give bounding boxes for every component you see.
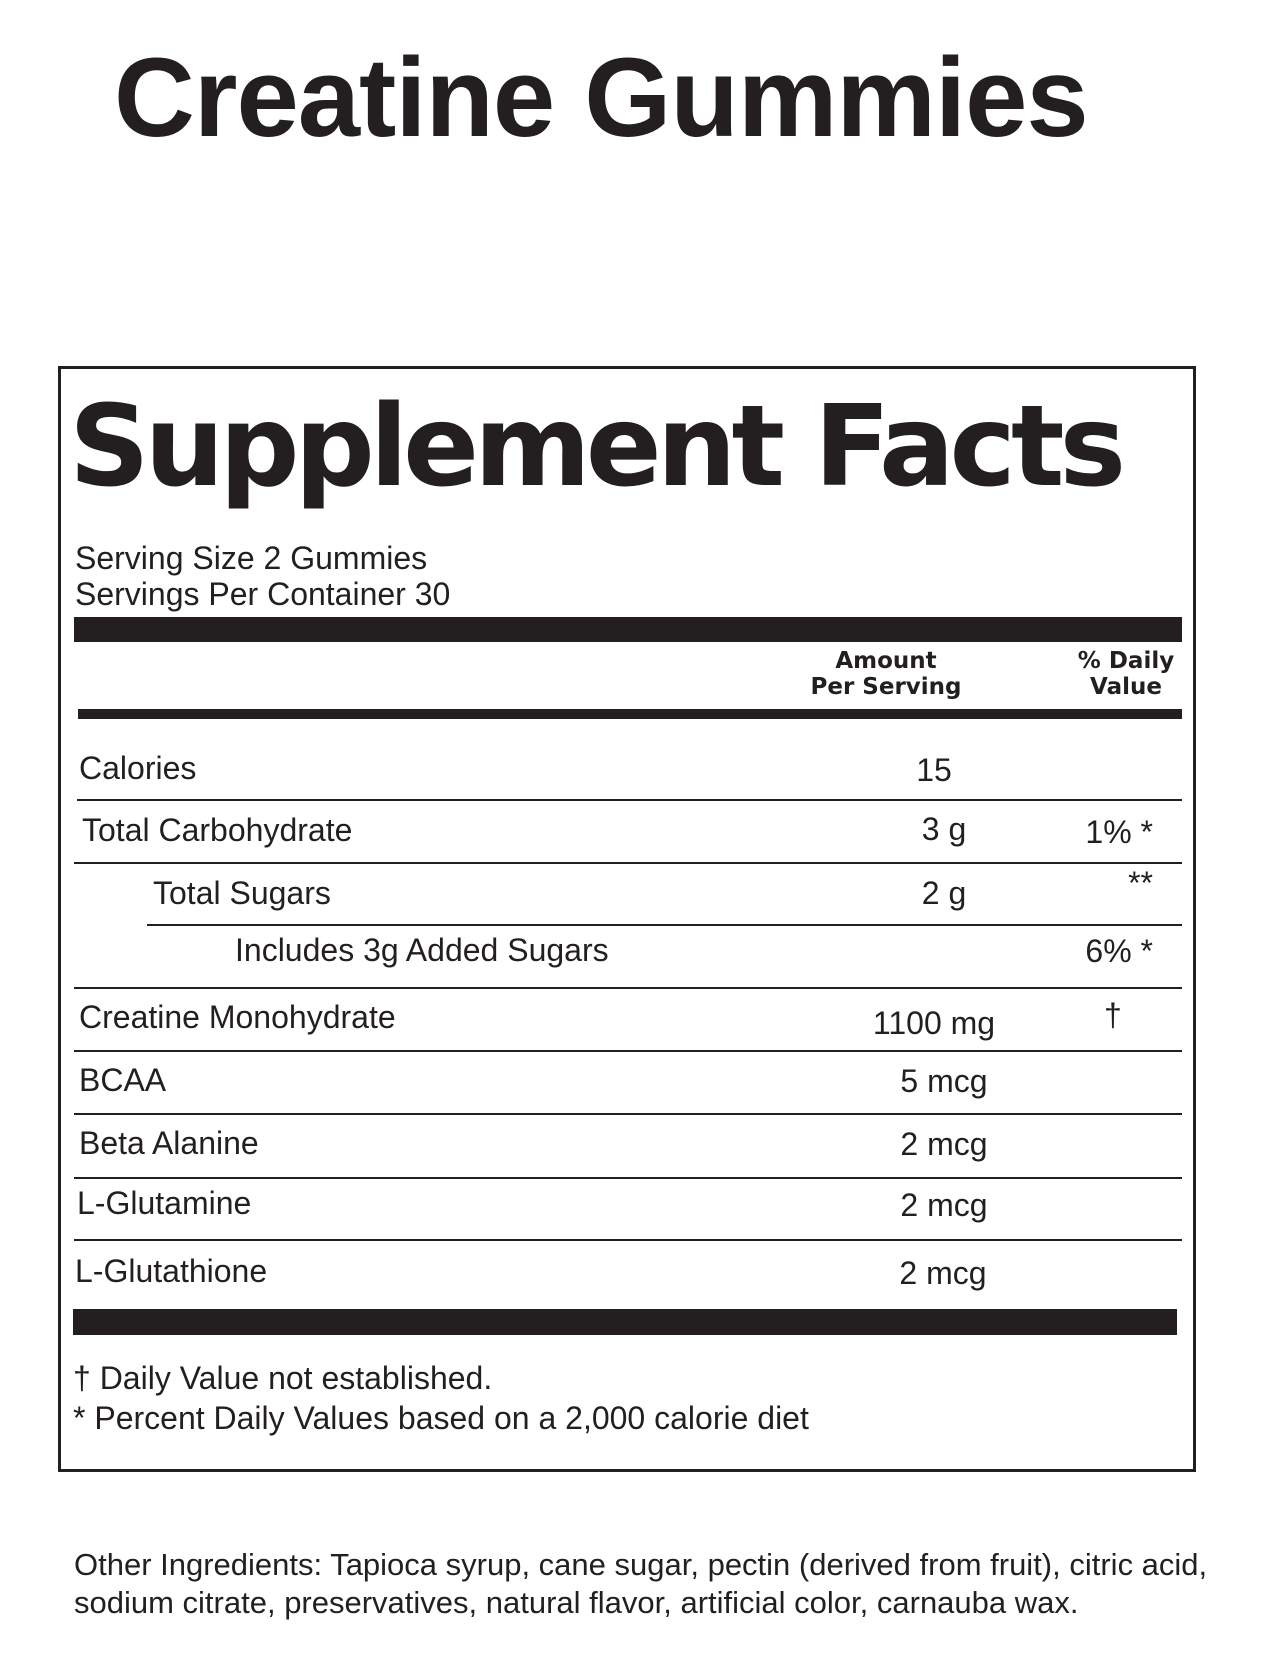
serving-size: Serving Size 2 Gummies xyxy=(75,540,428,576)
nutrient-dv-creatine-monohydrate: † xyxy=(1104,997,1122,1033)
nutrient-amount-total-carbohydrate: 3 g xyxy=(921,811,967,847)
daily-value-header-line2: Value xyxy=(1090,674,1162,700)
nutrient-name-l-glutamine: L-Glutamine xyxy=(77,1185,252,1221)
supplement-facts-heading: Supplement Facts xyxy=(69,382,1122,512)
row-divider xyxy=(74,1113,1182,1115)
footnote-dagger: † Daily Value not established. xyxy=(73,1360,493,1396)
nutrient-name-total-carbohydrate: Total Carbohydrate xyxy=(82,812,353,848)
supplement-facts-panel xyxy=(58,366,1196,1472)
row-divider xyxy=(147,924,1182,926)
amount-per-serving-header xyxy=(781,648,991,700)
servings-per-container: Servings Per Container 30 xyxy=(75,576,451,612)
nutrient-amount-l-glutamine: 2 mcg xyxy=(900,1187,988,1223)
nutrient-name-bcaa: BCAA xyxy=(79,1062,167,1098)
daily-value-header-line1: % Daily xyxy=(1077,648,1175,674)
nutrient-amount-beta-alanine: 2 mcg xyxy=(900,1126,988,1162)
nutrient-name-l-glutathione: L-Glutathione xyxy=(75,1253,268,1289)
nutrient-dv-total-carbohydrate: 1% * xyxy=(1085,814,1153,850)
row-divider xyxy=(74,987,1182,989)
nutrient-name-creatine-monohydrate: Creatine Monohydrate xyxy=(79,999,396,1035)
nutrient-name-added-sugars: Includes 3g Added Sugars xyxy=(235,932,609,968)
other-ingredients: Other Ingredients: Tapioca syrup, cane sugar, pectin (derived from fruit), citric acid, sodium citrate, preservatives, natural flavor, artificial color, carnauba wax. xyxy=(74,1547,1208,1620)
nutrient-name-calories: Calories xyxy=(79,750,197,786)
medium-divider xyxy=(78,709,1182,719)
nutrient-amount-calories: 15 xyxy=(916,752,952,788)
nutrient-name-total-sugars: Total Sugars xyxy=(153,875,331,911)
row-divider xyxy=(74,1177,1182,1179)
thick-divider-bottom xyxy=(73,1309,1177,1335)
nutrient-amount-total-sugars: 2 g xyxy=(921,875,967,911)
row-divider xyxy=(77,799,1182,801)
thick-divider-top xyxy=(74,617,1182,642)
daily-value-header xyxy=(1061,648,1191,700)
nutrient-name-beta-alanine: Beta Alanine xyxy=(79,1125,259,1161)
nutrient-dv-total-sugars: ** xyxy=(1128,865,1153,901)
nutrient-amount-bcaa: 5 mcg xyxy=(900,1063,988,1099)
amount-header-line1: Amount xyxy=(835,648,937,674)
nutrient-amount-l-glutathione: 2 mcg xyxy=(899,1255,987,1291)
row-divider xyxy=(74,1050,1182,1052)
row-divider xyxy=(74,1239,1182,1241)
nutrient-amount-creatine-monohydrate: 1100 mg xyxy=(872,1005,996,1041)
amount-header-line2: Per Serving xyxy=(810,674,962,700)
product-title: Creatine Gummies xyxy=(114,35,1088,160)
nutrient-dv-added-sugars: 6% * xyxy=(1085,933,1153,969)
footnote-daily-values: * Percent Daily Values based on a 2,000 calorie diet xyxy=(73,1400,809,1436)
row-divider xyxy=(74,862,1182,864)
